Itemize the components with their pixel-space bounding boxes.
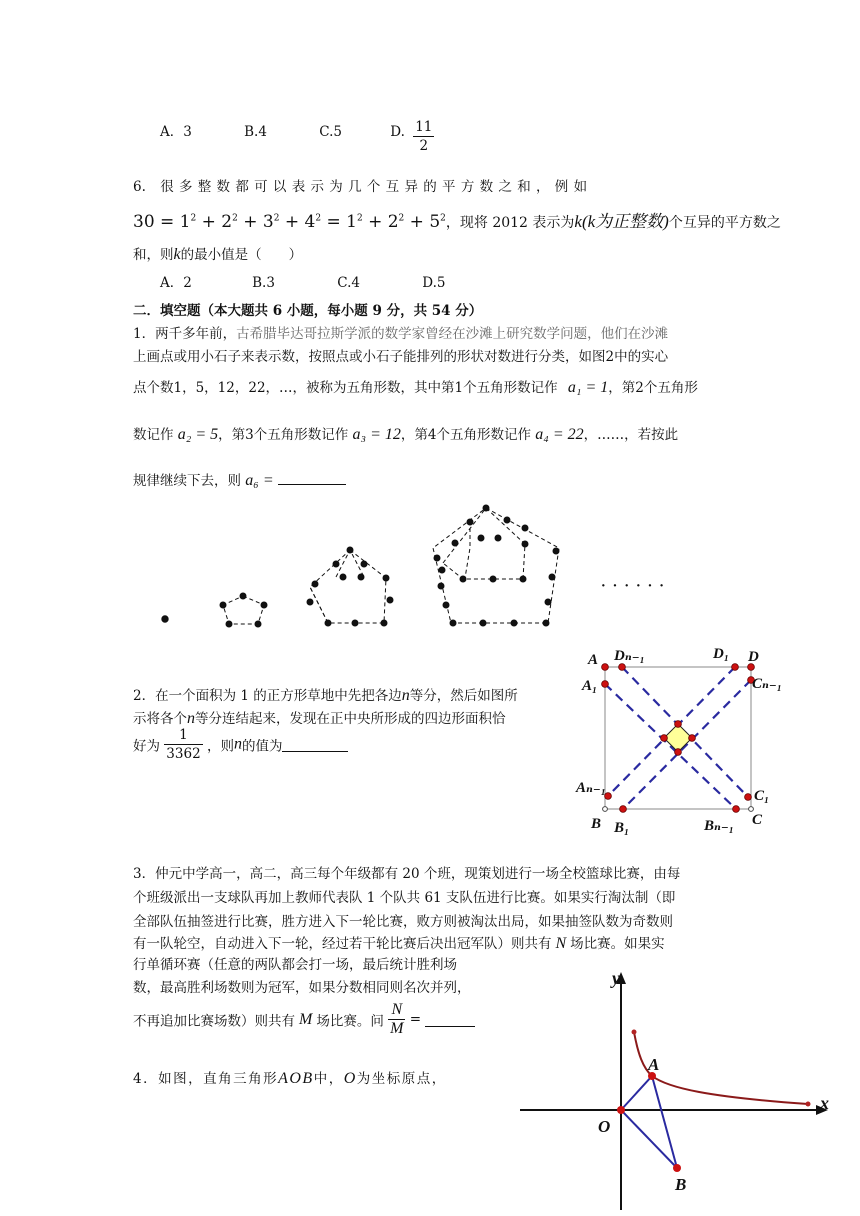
q5-options xyxy=(160,118,434,155)
label-Bn1: Bₙ₋₁ xyxy=(704,818,735,834)
fraction: $\frac{1}{3362}$ xyxy=(166,727,201,762)
label-B1: B₁ xyxy=(614,820,630,836)
pentagonal-figure xyxy=(150,498,710,638)
p1-line4: 数记作 a₂ = 5，第3个五角形数记作 a₃ = 12，第4个五角形数记作 a₄ = 22，……，若按此 xyxy=(133,426,679,443)
p2-line1: 2．在一个面积为 1 的正方形草地中先把各边n等分，然后如图所 xyxy=(133,687,518,704)
q5-option-d: D. $\frac{11}{2}$ xyxy=(390,119,433,154)
axis-label-y: y xyxy=(612,968,620,988)
q5-option-a: A．3 xyxy=(160,124,192,140)
section-title: 二．填空题（本大题共 6 小题，每小题 9 分，共 54 分） xyxy=(133,303,483,319)
label-Cn1: Cₙ₋₁ xyxy=(752,676,782,692)
q6-line1: 6. 很 多 整 数 都 可 以 表 示 为 几 个 互 异 的 平 方 数 之 和 ， 例 如 xyxy=(133,179,588,195)
square-figure xyxy=(572,640,782,840)
q6-option-c: C.4 xyxy=(337,275,360,291)
answer-blank xyxy=(425,1012,475,1027)
label-origin: O xyxy=(598,1117,611,1136)
axis-label-x: x xyxy=(820,1093,829,1113)
q6-option-d: D.5 xyxy=(422,275,446,291)
p4-line1: 4．如图，直角三角形AOB中，O为坐标原点， xyxy=(133,1070,447,1087)
q5-option-b: B.4 xyxy=(244,124,267,140)
label-point-A: A xyxy=(648,1055,660,1074)
q6-option-a: A．2 xyxy=(160,275,192,291)
label-An1: Aₙ₋₁ xyxy=(576,780,607,796)
p1-line2: 上画点或用小石子来表示数，按照点或小石子能排列的形状对数进行分类，如图2中的实心 xyxy=(133,349,669,365)
label-A: A xyxy=(588,652,599,668)
label-D: D xyxy=(748,649,759,665)
label-A1: A₁ xyxy=(582,678,598,694)
p3-line4: 有一队轮空，自动进入下一轮，经过若干轮比赛后决出冠军队）则共有 N 场比赛。如果实 xyxy=(133,935,665,952)
answer-blank xyxy=(282,737,348,752)
p3-line2: 个班级派出一支球队再加上教师代表队 1 个队共 61 支队伍进行比赛。如果实行淘汰制（即 xyxy=(133,890,676,906)
label-Dn1: Dₙ₋₁ xyxy=(614,648,645,664)
p3-line1: 3．仲元中学高一，高二，高三每个年级都有 20 个班，现策划进行一场全校篮球比赛，由每 xyxy=(133,866,681,882)
p3-line3: 全部队伍抽签进行比赛，胜方进入下一轮比赛，败方则被淘汰出局，如果抽签队数为奇数则 xyxy=(133,914,673,930)
q6-options xyxy=(160,271,446,291)
p1-line1: 1．两千多年前，古希腊毕达哥拉斯学派的数学家曾经在沙滩上研究数学问题，他们在沙滩 xyxy=(133,326,669,342)
q5-option-c: C.5 xyxy=(319,124,342,140)
label-C1: C₁ xyxy=(754,788,770,804)
p2-line2: 示将各个n等分连结起来，发现在正中央所形成的四边形面积恰 xyxy=(133,710,506,727)
dot xyxy=(162,616,168,622)
p3-line7: 不再追加比赛场数）则共有 M 场比赛。问 $\frac{N}{M}$ = xyxy=(133,1001,475,1038)
q6-option-b: B.3 xyxy=(252,275,275,291)
p3-line5: 行单循环赛（任意的两队都会打一场，最后统计胜利场 xyxy=(133,957,457,973)
label-C: C xyxy=(752,812,763,828)
coordinate-graph xyxy=(518,964,840,1212)
p1-line3: 点个数1，5，12，22，…，被称为五角形数，其中第1个五角形数记作 a₁ = 1，第2个五角形 xyxy=(133,379,698,396)
answer-blank xyxy=(278,470,346,485)
p2-line3: 好为 $\frac{1}{3362}$ ，则n的值为 xyxy=(133,726,348,763)
label-D1: D₁ xyxy=(713,646,730,662)
q6-line3: 和，则k的最小值是（ ） xyxy=(133,246,303,263)
p3-line6: 数，最高胜利场数则为冠军，如果分数相同则名次并列， xyxy=(133,980,471,996)
p1-line5: 规律继续下去，则 a₆ = xyxy=(133,469,346,490)
fraction: $\frac{N}{M}$ xyxy=(390,1001,404,1037)
label-point-B: B xyxy=(675,1175,687,1194)
label-B: B xyxy=(591,816,602,832)
q6-equation-line: $30 = 1^2 + 2^2 + 3^2 + 4^2 = 1^2 + 2^2 + 5^2$，现将 2012 表示为k(k为正整数)个互异的平方数之 xyxy=(133,212,781,232)
continuation-dots: · · · · · · xyxy=(600,575,665,597)
